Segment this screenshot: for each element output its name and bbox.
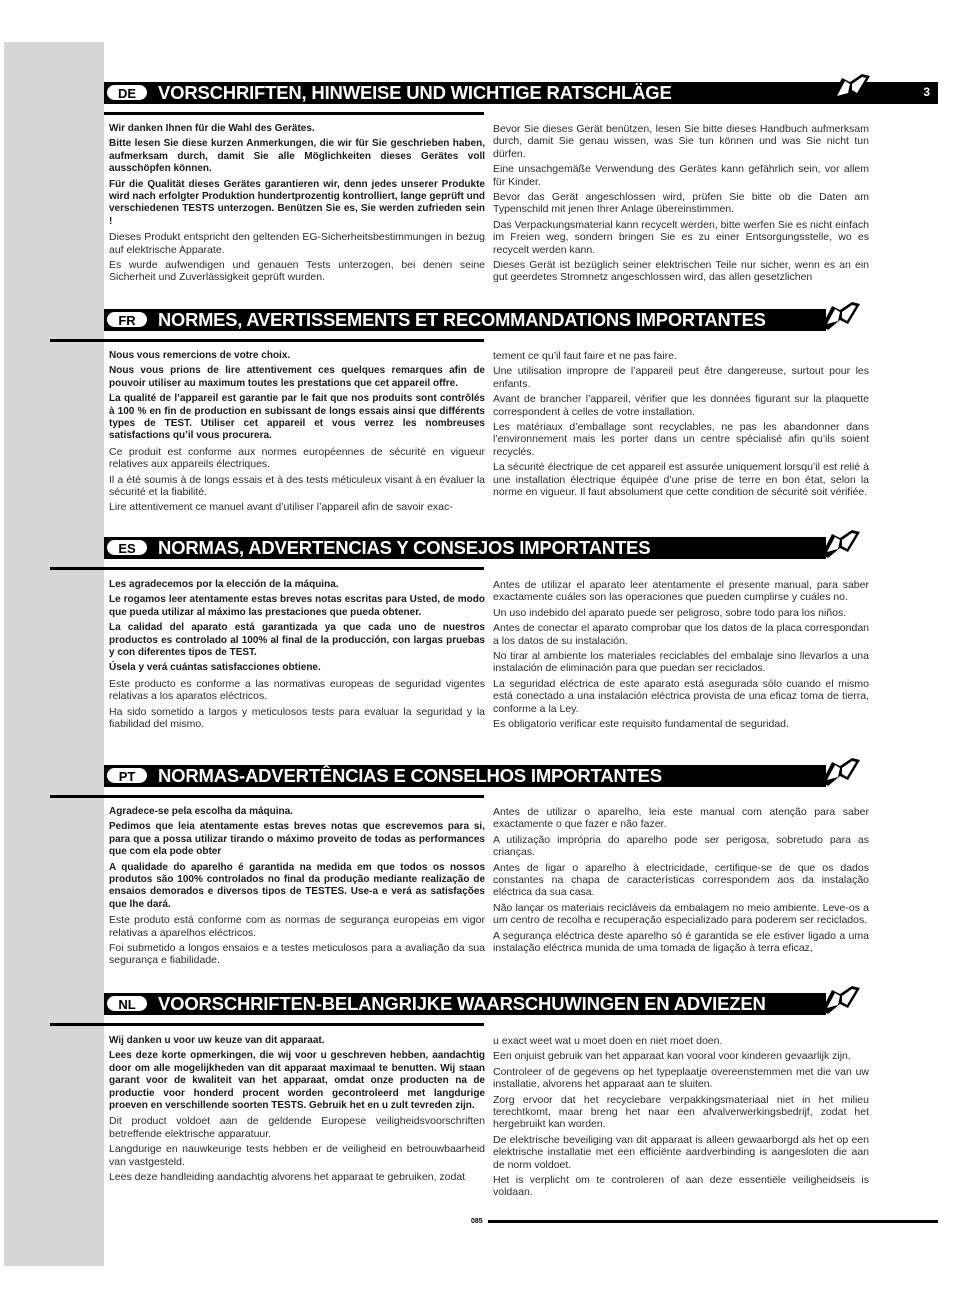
language-badge: DE bbox=[106, 84, 148, 101]
paragraph: Bevor Sie dieses Gerät benützen, lesen Sie bitte dieses Handbuch aufmerksam durch, damit Sie genau wissen, was Sie tun können und was Sie nicht tun dürfen. bbox=[493, 123, 869, 160]
section-rule bbox=[50, 339, 484, 342]
right-column-pt bbox=[493, 806, 869, 984]
paragraph: Úsela y verá cuántas satisfacciones obtiene. bbox=[109, 662, 321, 674]
paragraph: Das Verpackungsmaterial kann recycelt werden, bitte werfen Sie es nicht einfach im Freien weg, sondern bringen Sie es zu einer Entsorgungsstelle, wo es recycelt werden kann. bbox=[493, 218, 869, 256]
paragraph: La calidad del aparato está garantizada ya que cada uno de nuestros productos es controlado al 100% al final de la producción, con largas pruebas y con diferentes tipos de TEST. bbox=[109, 622, 485, 659]
language-badge: ES bbox=[106, 539, 148, 556]
paragraph: Es obligatorio verificar este requisito fundamental de seguridad. bbox=[493, 718, 789, 731]
paragraph: Eine unsachgemäße Verwendung des Gerätes kann gefährlich sein, vor allem für Kinder. bbox=[493, 163, 869, 188]
paragraph: Ce produit est conforme aux normes européennes de sécurité en vigueur relatives aux appareils électriques. bbox=[109, 445, 485, 471]
paragraph: A utilização imprópria do aparelho pode ser perigosa, sobretudo para as crianças. bbox=[493, 833, 869, 859]
paragraph: Un uso indebido del aparato puede ser peligroso, sobre todo para los niños. bbox=[493, 606, 847, 619]
paragraph: Não lançar os materiais recicláveis da embalagem no meio ambiente. Leve-os a um centro de recolha e recuperação especializado para poderem ser reciclados. bbox=[493, 901, 869, 927]
paragraph: La qualité de l’appareil est garantie par le fait que nos produits sont contrôlés à 100 % en fin de production en subissant de longs essais ainsi que différents types de TEST. Utiliser cet appareil et vous verrez les nombreuses satisfactions qu’il vous procurera. bbox=[109, 393, 485, 442]
paragraph: Este producto es conforme a las normativas europeas de seguridad vigentes relativas a los aparatos eléctricos. bbox=[109, 677, 485, 703]
paragraph: Langdurige en nauwkeurige tests hebben er de veiligheid en betrouwbaarheid van vastgesteld. bbox=[109, 1143, 485, 1168]
paragraph: Les agradecemos por la elección de la máquina. bbox=[109, 579, 339, 590]
page-number: 3 bbox=[923, 85, 930, 99]
paragraph: Nous vous prions de lire attentivement ces quelques remarques afin de pouvoir utiliser au maximum toutes les prestations que cet appareil offre. bbox=[109, 365, 485, 389]
section-title: NORMAS-ADVERTÊNCIAS E CONSELHOS IMPORTANTES bbox=[158, 765, 662, 786]
section-header-de bbox=[104, 82, 938, 104]
paragraph: Les matériaux d’emballage sont recyclables, ne pas les abandonner dans l’environnement mais les porter dans un centre spécialisé afin qu’ils soient recyclés. bbox=[493, 421, 869, 458]
right-column-nl bbox=[493, 1035, 869, 1217]
section-title: NORMES, AVERTISSEMENTS ET RECOMMANDATIONS IMPORTANTES bbox=[158, 309, 766, 330]
page-margin-band bbox=[4, 42, 104, 1266]
paragraph: Nous vous remercions de votre choix. bbox=[109, 350, 291, 361]
paragraph: Wir danken Ihnen für die Wahl des Gerätes. bbox=[109, 123, 315, 134]
open-book-icon bbox=[818, 984, 862, 1016]
section-rule bbox=[50, 795, 484, 798]
paragraph: A segurança eléctrica deste aparelho só é garantida se ele estiver ligado a uma instalação eléctrica munida de uma tomada de ligação à terra eficaz, bbox=[493, 929, 869, 955]
paragraph: Es wurde aufwendigen und genauen Tests unterzogen, bei denen seine Sicherheit und Zuverlässigkeit geprüft wurden. bbox=[109, 259, 485, 284]
paragraph: Ha sido sometido a largos y meticulosos tests para evaluar la seguridad y la fiabilidad del mismo. bbox=[109, 705, 485, 731]
top-blank-area bbox=[104, 42, 950, 82]
open-book-icon bbox=[818, 756, 862, 788]
paragraph: Bitte lesen Sie diese kurzen Anmerkungen, die wir für Sie geschrieben haben, aufmerksam durch, damit Sie alle Möglichkeiten dieses Gerätes voll ausschöpfen können. bbox=[109, 138, 485, 175]
section-title: VOORSCHRIFTEN-BELANGRIJKE WAARSCHUWINGEN EN ADVIEZEN bbox=[158, 993, 766, 1014]
section-header-pt bbox=[104, 765, 826, 787]
paragraph: Pedimos que leia atentamente estas breves notas que escrevemos para si, para que a possa utilizar tirando o máximo proveito de todas as performances que com ela pode obter bbox=[109, 821, 485, 858]
paragraph: Een onjuist gebruik van het apparaat kan vooral voor kinderen gevaarlijk zijn. bbox=[493, 1050, 851, 1063]
paragraph: Foi submetido a longos ensaios e a testes meticulosos para a avaliação da sua segurança e fiabilidade. bbox=[109, 942, 485, 967]
section-rule bbox=[104, 112, 484, 115]
paragraph: No tirar al ambiente los materiales reciclables del embalaje sino llevarlos a una instalación de eliminación para que puedan ser reciclados. bbox=[493, 650, 869, 675]
left-column-pt bbox=[109, 806, 485, 984]
paragraph: Dit product voldoet aan de geldende Europese veiligheidsvoorschriften betreffende elektrische apparatuur. bbox=[109, 1115, 485, 1140]
right-column-de bbox=[493, 123, 869, 301]
paragraph: Antes de ligar o aparelho à electricidade, certifique-se de que os dados constantes na chapa de características correspondem aos da instalação eléctrica da sua casa. bbox=[493, 861, 869, 899]
open-book-icon bbox=[828, 72, 872, 104]
paragraph: La sécurité électrique de cet appareil est assurée uniquement lorsqu’il est relié à une installation électrique équipée d’une prise de terre en bon état, selon la norme en vigueur. Il faut absolument que cette condition de sécurité soit vérifiée. bbox=[493, 461, 869, 499]
right-column-fr bbox=[493, 350, 869, 530]
paragraph: Bevor das Gerät angeschlossen wird, prüfen Sie bitte ob die Daten am Typenschild mit jenen Ihrer Anlage übereinstimmen. bbox=[493, 191, 869, 216]
language-badge: NL bbox=[106, 995, 148, 1012]
paragraph: Het is verplicht om te controleren of aan deze essentiële veiligheidseis is voldaan. bbox=[493, 1174, 869, 1199]
paragraph: Dieses Produkt entspricht den geltenden EG-Sicherheitsbestimmungen in bezug auf elektrische Apparate. bbox=[109, 231, 485, 256]
bottom-rule bbox=[488, 1220, 938, 1223]
paragraph: Une utilisation impropre de l’appareil peut être dangereuse, surtout pour les enfants. bbox=[493, 365, 869, 390]
paragraph: Lees deze handleiding aandachtig alvorens het apparaat te gebruiken, zodat bbox=[109, 1171, 466, 1184]
paragraph: A qualidade do aparelho é garantida na medida em que todos os nossos produtos são 100% controlados no final da produção mediante realização de ensaios demorados e diversos tipos de TESTES. Use-a e verá as satisfações que lhe dará. bbox=[109, 861, 485, 910]
paragraph: Für die Qualität dieses Gerätes garantieren wir, denn jedes unserer Produkte wird nach erfolgter Produktion hundertprozentig kontrolliert, lange geprüft und verschiedenen TESTS unterzogen. Benützen Sie es, Sie werden zufrieden sein ! bbox=[109, 178, 485, 227]
paragraph: Avant de brancher l’appareil, vérifier que les données figurant sur la plaquette correspondent à celles de votre installation. bbox=[493, 393, 869, 418]
paragraph: Wij danken u voor uw keuze van dit apparaat. bbox=[109, 1035, 325, 1046]
left-column-fr bbox=[109, 350, 485, 530]
paragraph: Le rogamos leer atentamente estas breves notas escritas para Usted, de modo que pueda utilizar al máximo las prestaciones que pueda obtener. bbox=[109, 594, 485, 618]
language-badge: PT bbox=[106, 767, 148, 784]
paragraph: De elektrische beveiliging van dit apparaat is alleen gewaarborgd als het op een elektrische installatie met een efficiënte aardverbinding is aangesloten die aan de norm voldoet. bbox=[493, 1133, 869, 1171]
left-column-de bbox=[109, 123, 485, 301]
left-column-nl bbox=[109, 1035, 485, 1217]
paragraph: tement ce qu’il faut faire et ne pas faire. bbox=[493, 350, 677, 362]
section-header-es bbox=[104, 537, 826, 559]
paragraph: Agradece-se pela escolha da máquina. bbox=[109, 806, 293, 817]
paragraph: Il a été soumis à de longs essais et à des tests méticuleux visant à en évaluer la sécurité et la fiabilité. bbox=[109, 473, 485, 499]
right-column-es bbox=[493, 579, 869, 757]
paragraph: Antes de utilizar el aparato leer atentamente el presente manual, para saber exactamente cuáles son las operaciones que pueden cumplirse y cuáles no. bbox=[493, 579, 869, 604]
paragraph: Antes de conectar el aparato comprobar que los datos de la placa correspondan a los datos de su instalación. bbox=[493, 622, 869, 647]
section-title: NORMAS, ADVERTENCIAS Y CONSEJOS IMPORTANTES bbox=[158, 537, 651, 558]
section-header-fr bbox=[104, 309, 826, 331]
paragraph: Dieses Gerät ist bezüglich seiner elektrischen Teile nur sicher, wenn es an ein gut geerdetes Stromnetz angeschlossen wird, das allen gesetzlichen bbox=[493, 259, 869, 284]
paragraph: Zorg ervoor dat het recyclebare verpakkingsmateriaal niet in het milieu terechtkomt, maar breng het naar een afvalverwerkingsbedrijf, zodat het hergebruikt kan worden. bbox=[493, 1093, 869, 1131]
open-book-icon bbox=[818, 528, 862, 560]
section-header-nl bbox=[104, 993, 826, 1015]
section-title: VORSCHRIFTEN, HINWEISE UND WICHTIGE RATSCHLÄGE bbox=[158, 82, 672, 103]
paragraph: Lire attentivement ce manuel avant d’utiliser l’appareil afin de savoir exac- bbox=[109, 501, 453, 514]
section-rule bbox=[50, 1023, 484, 1026]
paragraph: Antes de utilizar o aparelho, leia este manual com atenção para saber exactamente o que fazer e não fazer. bbox=[493, 806, 869, 831]
language-badge: FR bbox=[106, 311, 148, 328]
paragraph: Este produto está conforme com as normas de segurança europeias em vigor relativas a aparelhos eléctricos. bbox=[109, 914, 485, 939]
paragraph: Lees deze korte opmerkingen, die wij voor u geschreven hebben, aandachtig door om alle mogelijkheden van dit apparaat maximaal te benutten. Wij staan garant voor de kwaliteit van het apparaat, omdat onze producten na de productie voor honderd procent worden gecontroleerd met langdurige proeven en verschillende soorten TESTS. Gebruik het en u zult tevreden zijn. bbox=[109, 1050, 485, 1112]
paragraph: Controleer of de gegevens op het typeplaatje overeenstemmen met die van uw installatie, alvorens het apparaat aan te sluiten. bbox=[493, 1065, 869, 1091]
open-book-icon bbox=[818, 300, 862, 332]
paragraph: La seguridad eléctrica de este aparato está asegurada sólo cuando el mismo está conectado a una instalación eléctrica provista de una eficaz toma de tierra, conforme a la Ley. bbox=[493, 677, 869, 715]
section-rule bbox=[50, 567, 484, 570]
left-column-es bbox=[109, 579, 485, 757]
footer-code: 085 bbox=[471, 1218, 483, 1225]
paragraph: u exact weet wat u moet doen en niet moet doen. bbox=[493, 1035, 723, 1047]
